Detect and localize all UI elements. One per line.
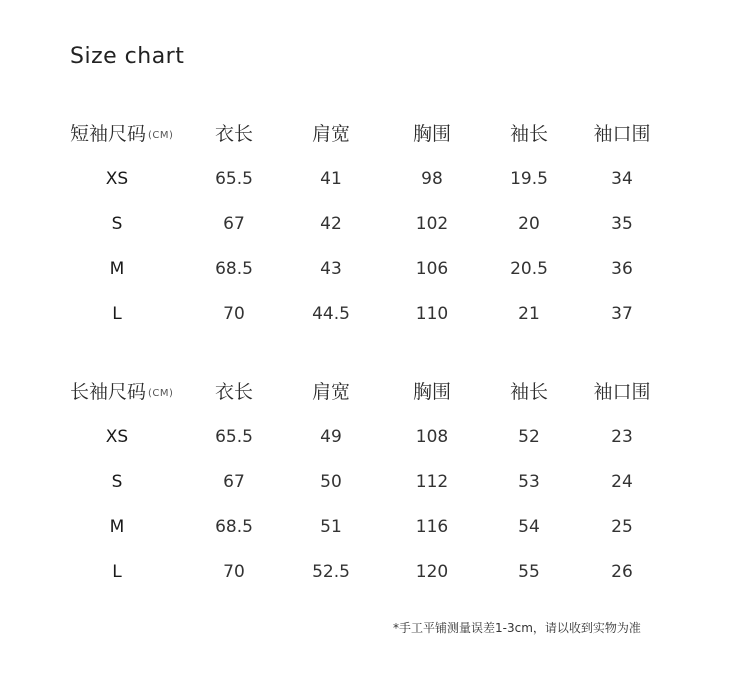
size-label: L: [112, 562, 122, 582]
column-header: 袖口围: [593, 123, 651, 145]
table-cell: 50: [320, 472, 342, 492]
table-cell: 35: [611, 214, 633, 234]
column-header: 胸围: [412, 381, 452, 403]
unit-label: (CM): [148, 130, 174, 141]
table-cell: 19.5: [510, 169, 548, 189]
size-label: S: [111, 472, 123, 492]
table-cell: 102: [415, 214, 449, 234]
table-cell: 106: [415, 259, 449, 279]
table-cell: 42: [320, 214, 342, 234]
table-row: [0, 292, 750, 337]
size-label: XS: [105, 169, 129, 189]
table-cell: 65.5: [215, 427, 253, 447]
table-cell: 108: [415, 427, 449, 447]
table-header: [0, 370, 750, 415]
table-cell: 34: [611, 169, 633, 189]
table-row: [0, 505, 750, 550]
table-cell: 51: [320, 517, 342, 537]
long-sleeve-size-table: [0, 370, 750, 595]
table-header: [0, 112, 750, 157]
table-cell: 65.5: [215, 169, 253, 189]
table-cell: 44.5: [312, 304, 350, 324]
table-row: [0, 550, 750, 595]
column-header: 袖长: [509, 123, 549, 145]
table-cell: 120: [415, 562, 449, 582]
table-cell: 49: [320, 427, 342, 447]
column-header: 肩宽: [311, 381, 351, 403]
column-header: 袖口围: [593, 381, 651, 403]
table-cell: 68.5: [215, 517, 253, 537]
table-cell: 67: [223, 472, 245, 492]
column-header: 衣长: [214, 381, 254, 403]
table-cell: 20.5: [510, 259, 548, 279]
column-header: 肩宽: [311, 123, 351, 145]
table-row: [0, 415, 750, 460]
unit-label: (CM): [148, 388, 174, 399]
table-cell: 26: [611, 562, 633, 582]
table-cell: 37: [611, 304, 633, 324]
table-cell: 52.5: [312, 562, 350, 582]
table-cell: 116: [415, 517, 449, 537]
size-label: L: [112, 304, 122, 324]
table-cell: 52: [518, 427, 540, 447]
column-header: 衣长: [214, 123, 254, 145]
table-cell: 21: [518, 304, 540, 324]
size-label: S: [111, 214, 123, 234]
table-cell: 53: [518, 472, 540, 492]
table-row: [0, 247, 750, 292]
size-label: M: [109, 259, 125, 279]
table-cell: 24: [611, 472, 633, 492]
table-cell: 36: [611, 259, 633, 279]
table-cell: 70: [223, 562, 245, 582]
table-row: [0, 460, 750, 505]
table-cell: 20: [518, 214, 540, 234]
table-cell: 23: [611, 427, 633, 447]
table-cell: 55: [518, 562, 540, 582]
size-label: M: [109, 517, 125, 537]
column-header: 胸围: [412, 123, 452, 145]
table-row: [0, 202, 750, 247]
table-cell: 67: [223, 214, 245, 234]
table-cell: 110: [415, 304, 449, 324]
table-cell: 43: [320, 259, 342, 279]
table-label: 短袖尺码 (CM): [70, 123, 174, 145]
short-sleeve-size-table: [0, 112, 750, 337]
table-cell: 98: [421, 169, 443, 189]
table-cell: 25: [611, 517, 633, 537]
table-cell: 112: [415, 472, 449, 492]
size-label: XS: [105, 427, 129, 447]
table-cell: 68.5: [215, 259, 253, 279]
table-row: [0, 157, 750, 202]
measurement-note: *手工平铺测量误差1-3cm，请以收到实物为准: [393, 621, 641, 635]
page-title: Size chart: [70, 44, 185, 69]
column-header: 袖长: [509, 381, 549, 403]
table-cell: 54: [518, 517, 540, 537]
table-cell: 41: [320, 169, 342, 189]
table-cell: 70: [223, 304, 245, 324]
table-label: 长袖尺码 (CM): [70, 381, 174, 403]
